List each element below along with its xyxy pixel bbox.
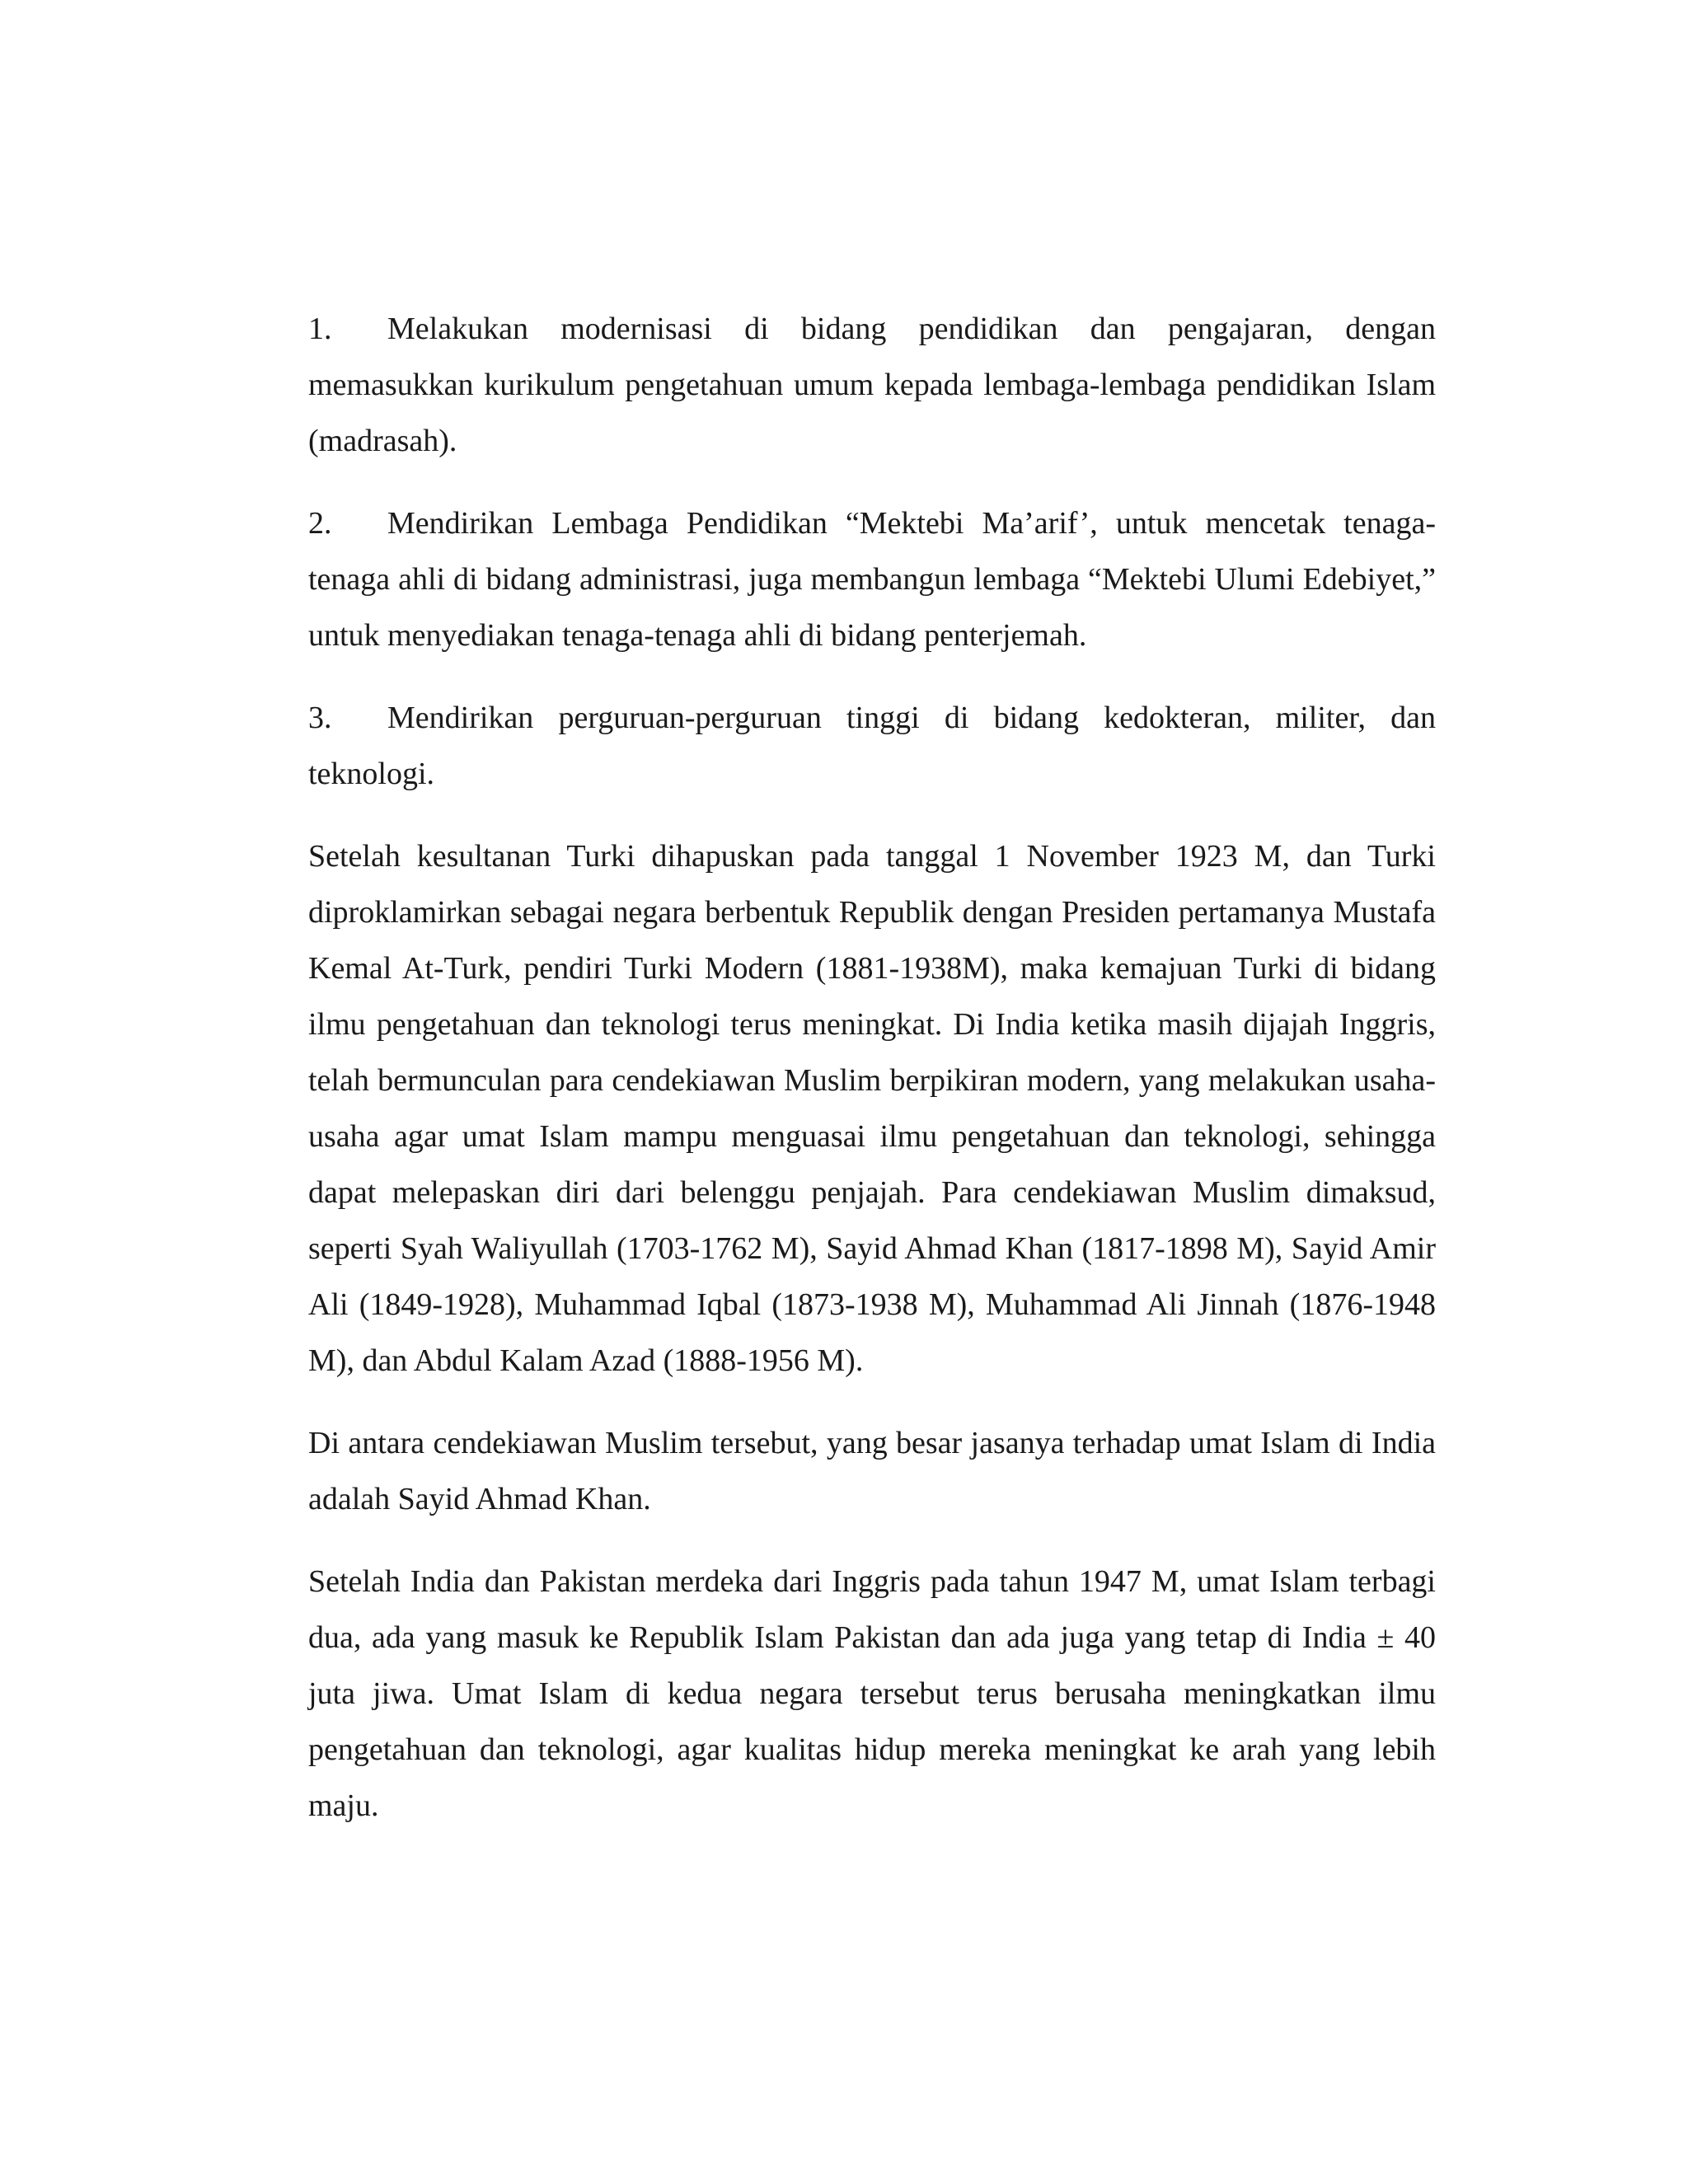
list-number: 2. bbox=[308, 506, 332, 541]
paragraph-sayid-ahmad-khan: Di antara cendekiawan Muslim tersebut, yang besar jasanya terhadap umat Islam di India adalah Sayid Ahmad Khan. bbox=[308, 1426, 1436, 1516]
list-text: Mendirikan Lembaga Pendidikan “Mektebi Ma’arif’, untuk mencetak tenaga-tenaga ahli di bidang administrasi, juga membangun lembaga “Mektebi Ulumi Edebiyet,” untuk menyediakan tenaga-tenaga ahli di bidang penterjemah. bbox=[308, 506, 1436, 653]
list-number: 1. bbox=[308, 312, 332, 346]
paragraph-india-pakistan: Setelah India dan Pakistan merdeka dari Inggris pada tahun 1947 M, umat Islam terbagi dua, ada yang masuk ke Republik Islam Pakistan dan ada juga yang tetap di India ± 40 juta jiwa. Umat Islam di kedua negara tersebut terus berusaha meningkatkan ilmu pengetahuan dan teknologi, agar kualitas hidup mereka meningkat ke arah yang lebih maju. bbox=[308, 1564, 1436, 1823]
list-item-1 bbox=[308, 301, 1436, 469]
document-page bbox=[308, 301, 1436, 1860]
paragraph-turki-india: Setelah kesultanan Turki dihapuskan pada tanggal 1 November 1923 M, dan Turki diproklamirkan sebagai negara berbentuk Republik dengan Presiden pertamanya Mustafa Kemal At-Turk, pendiri Turki Modern (1881-1938M), maka kemajuan Turki di bidang ilmu pengetahuan dan teknologi terus meningkat. Di India ketika masih dijajah Inggris, telah bermunculan para cendekiawan Muslim berpikiran modern, yang melakukan usaha-usaha agar umat Islam mampu menguasai ilmu pengetahuan dan teknologi, sehingga dapat melepaskan diri dari belenggu penjajah. Para cendekiawan Muslim dimaksud, seperti Syah Waliyullah (1703-1762 M), Sayid Ahmad Khan (1817-1898 M), Sayid Amir Ali (1849-1928), Muhammad Iqbal (1873-1938 M), Muhammad Ali Jinnah (1876-1948 M), dan Abdul Kalam Azad (1888-1956 M). bbox=[308, 839, 1436, 1378]
list-text: Mendirikan perguruan-perguruan tinggi di bidang kedokteran, militer, dan teknologi. bbox=[308, 701, 1436, 791]
list-number: 3. bbox=[308, 701, 332, 735]
list-text: Melakukan modernisasi di bidang pendidikan dan pengajaran, dengan memasukkan kurikulum pengetahuan umum kepada lembaga-lembaga pendidikan Islam (madrasah). bbox=[308, 312, 1436, 458]
list-item-3 bbox=[308, 690, 1436, 802]
list-item-2 bbox=[308, 495, 1436, 663]
